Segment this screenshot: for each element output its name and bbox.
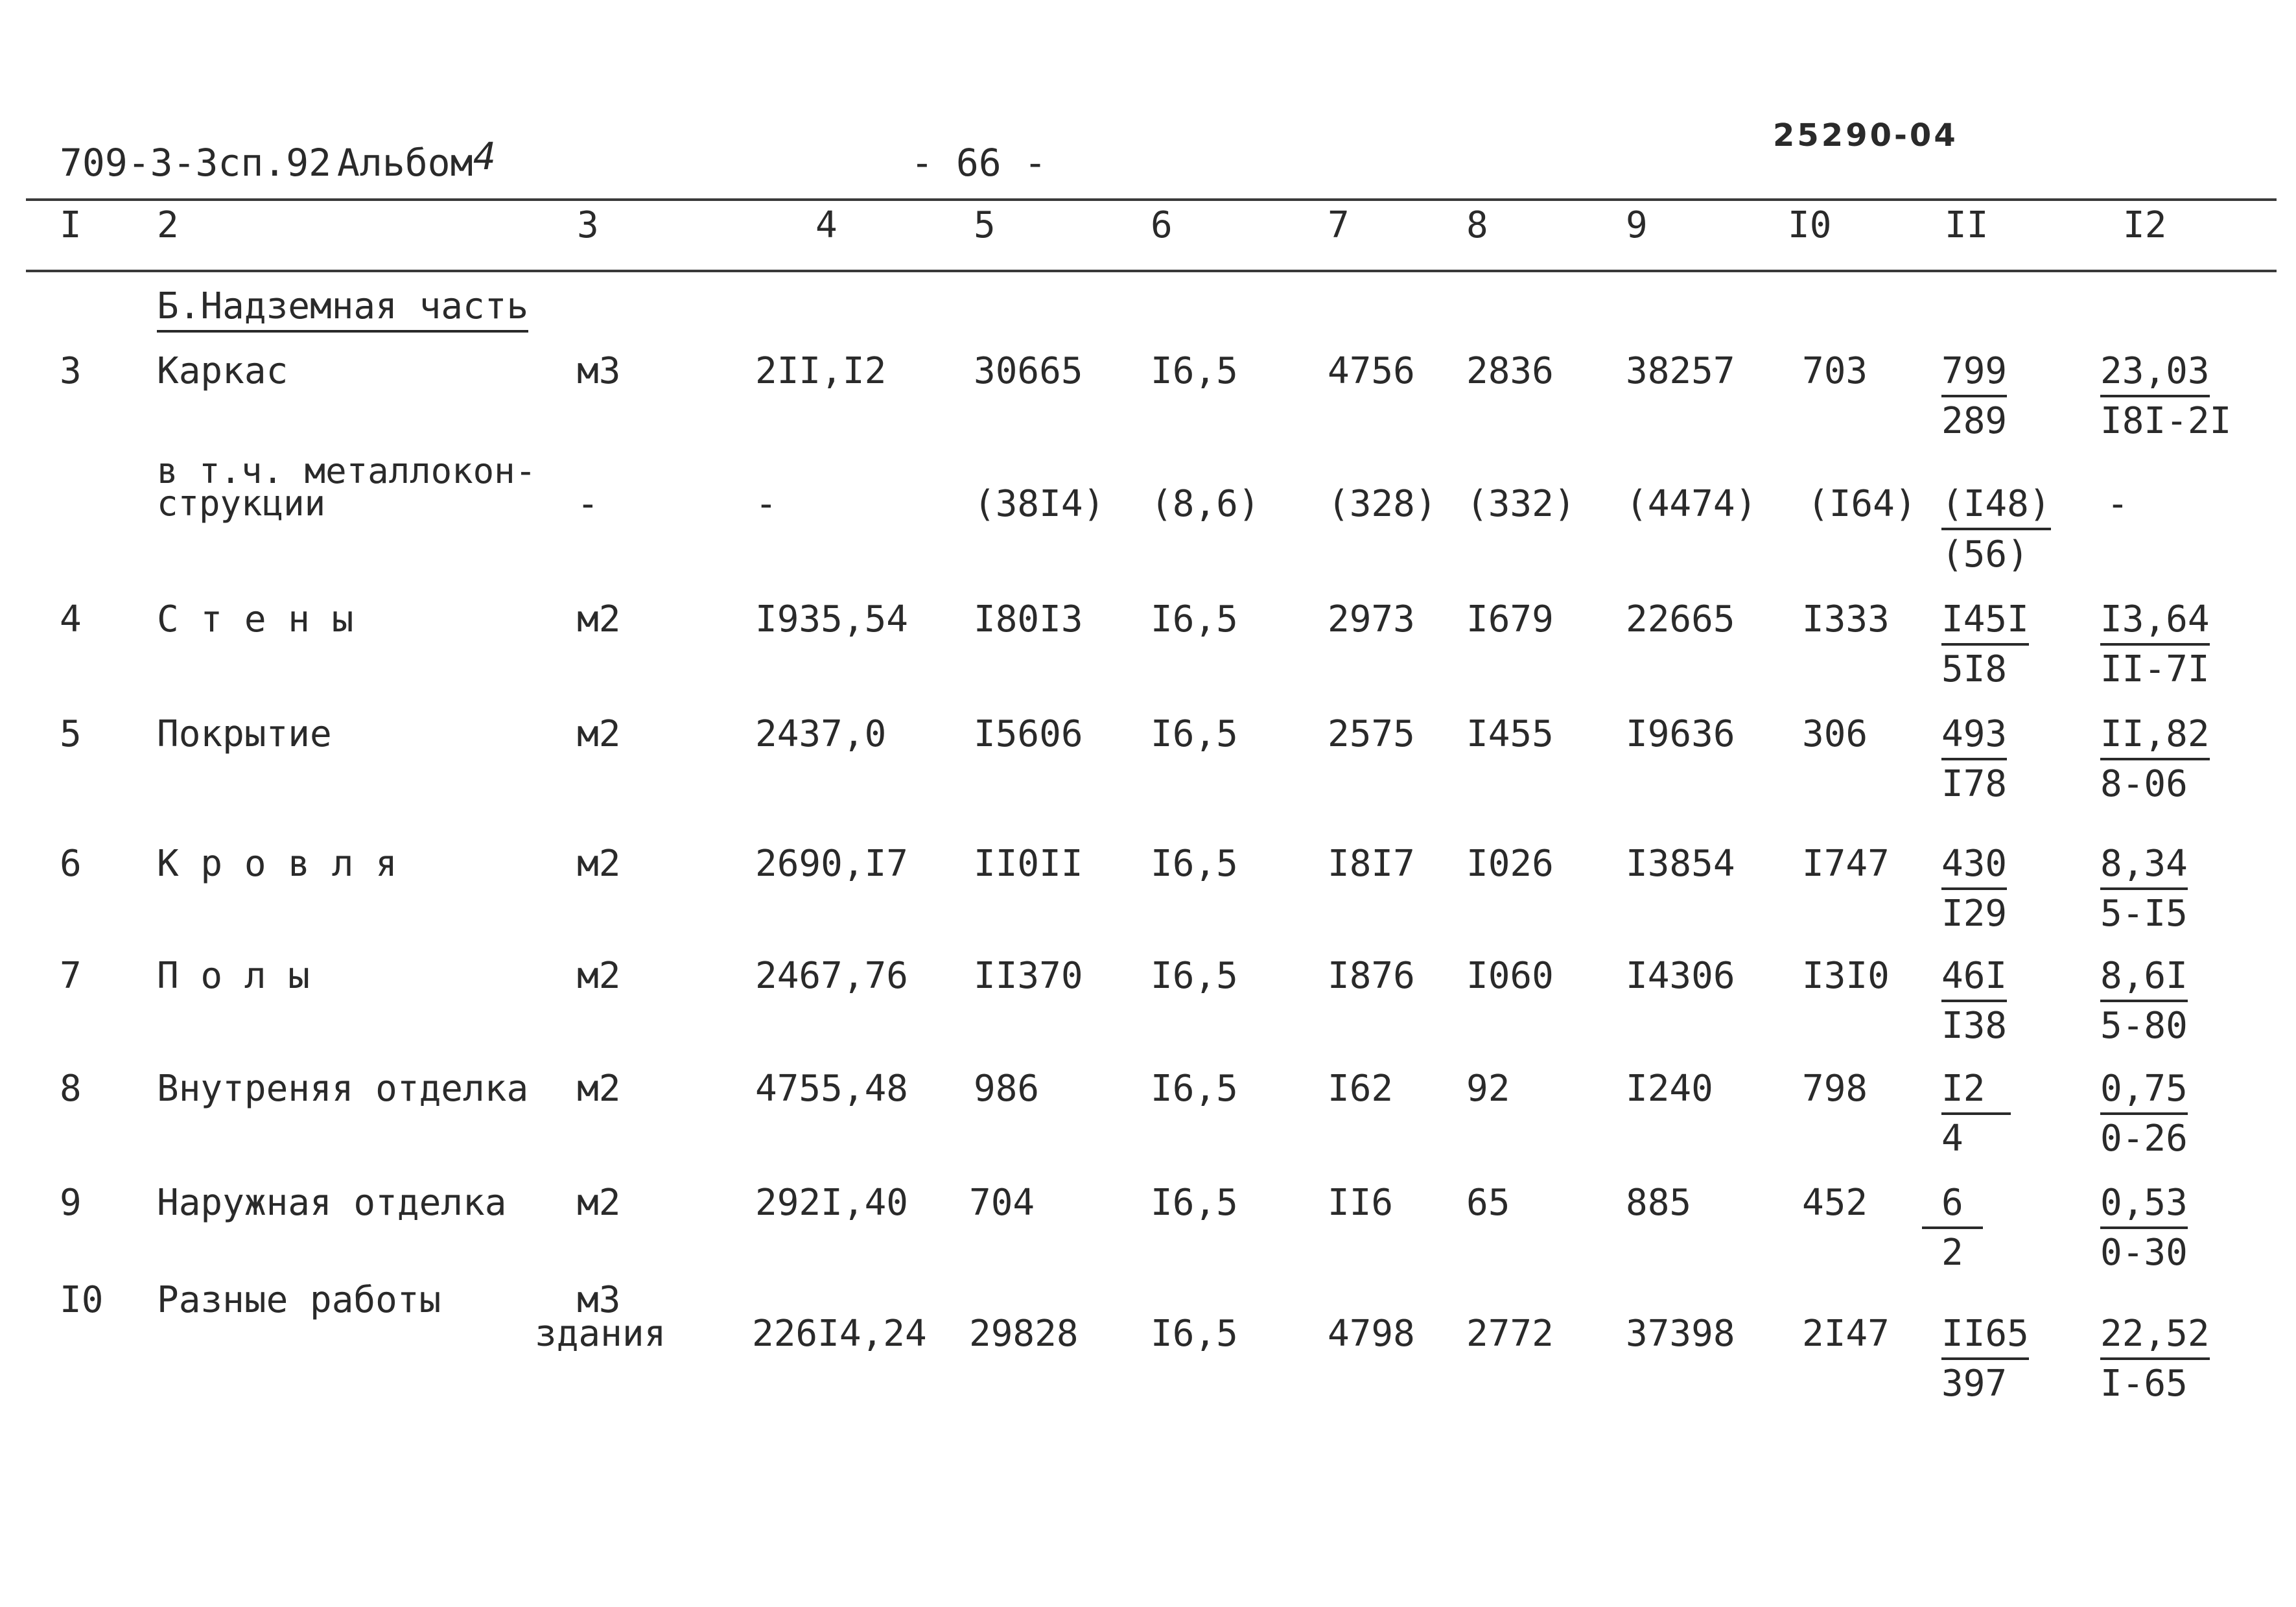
cell-col9: I240 [1626, 1068, 1713, 1110]
item-name: Наружная отделка [157, 1182, 507, 1224]
row-number: 4 [60, 598, 82, 640]
column-header: I0 [1788, 204, 1832, 246]
cell-col10: I747 [1802, 843, 1890, 885]
cell-col11-top: II65 [1941, 1316, 2029, 1352]
cell-col7: 2973 [1328, 598, 1415, 640]
cell-col5: 29828 [969, 1313, 1079, 1355]
item-name: Внутреняя отделка [157, 1068, 529, 1110]
cell-col8: I026 [1466, 843, 1554, 885]
cell-col6: I6,5 [1151, 713, 1238, 755]
cell-col12-top: I3,64 [2100, 602, 2210, 638]
column-header: 6 [1151, 204, 1173, 246]
row-number: 6 [60, 843, 82, 885]
item-name-line1: в т.ч. металлокон- [157, 451, 537, 491]
cell-col7: I876 [1328, 955, 1415, 997]
cell-col4: 292I,40 [755, 1182, 909, 1224]
unit: м2 [577, 713, 621, 755]
cell-col10: (I64) [1807, 483, 1917, 525]
cell-col10: 452 [1802, 1182, 1868, 1224]
cell-col11-top: 46I [1941, 958, 2007, 994]
cell-col6: I6,5 [1151, 1182, 1238, 1224]
column-header: I [60, 204, 82, 246]
item-name-line2: струкции [157, 483, 326, 524]
column-header: 2 [157, 204, 179, 246]
cell-col10: 306 [1802, 713, 1868, 755]
cell-col11-top: I2 [1941, 1071, 2011, 1107]
cell-col9: 885 [1626, 1182, 1692, 1224]
cell-col8: 2836 [1466, 350, 1554, 392]
cell-col12-bottom: I8I-2I [2100, 400, 2232, 442]
header-bottom-rule [26, 270, 2277, 272]
cell-col12-bottom: 0-30 [2100, 1232, 2188, 1274]
cell-col11-top: (I48) [1941, 486, 2051, 522]
cell-col8: 2772 [1466, 1313, 1554, 1355]
unit: м2 [577, 1068, 621, 1110]
cell-col8: (332) [1466, 483, 1576, 525]
cell-col6: I6,5 [1151, 1313, 1238, 1355]
cell-col5: 986 [974, 1068, 1040, 1110]
cell-col10: I3I0 [1802, 955, 1890, 997]
cell-col4: 4755,48 [755, 1068, 909, 1110]
cell-col6: I6,5 [1151, 955, 1238, 997]
cell-col5: 704 [969, 1182, 1035, 1224]
cell-col5: II370 [974, 955, 1083, 997]
cell-col7: 2575 [1328, 713, 1415, 755]
item-name: Разные работы [157, 1279, 441, 1321]
cell-col9: 22665 [1626, 598, 1735, 640]
cell-col9: 38257 [1626, 350, 1735, 392]
cell-col4: - [755, 483, 777, 525]
section-title: Б.Надземная часть [157, 288, 528, 325]
cell-col12-top: 22,52 [2100, 1316, 2210, 1352]
inventory-stamp: 25290-04 [1773, 117, 1958, 154]
cell-col12-bottom: 5-80 [2100, 1005, 2188, 1047]
item-name: С т е н ы [157, 598, 354, 640]
cell-col6: I6,5 [1151, 1068, 1238, 1110]
cell-col10: I333 [1802, 598, 1890, 640]
cell-col12-bottom: 5-I5 [2100, 893, 2188, 935]
cell-col11-bottom: I29 [1941, 893, 2008, 935]
unit: м2 [577, 955, 621, 997]
column-header: 5 [974, 204, 996, 246]
album-number: 4 [473, 134, 496, 178]
cell-col12-top: 0,75 [2100, 1071, 2188, 1107]
unit-line1: м3 [577, 1279, 621, 1321]
row-number: 8 [60, 1068, 82, 1110]
cell-col4: 2II,I2 [755, 350, 887, 392]
row-number: 3 [60, 350, 82, 392]
column-header: 9 [1626, 204, 1648, 246]
cell-col7: I8I7 [1328, 843, 1415, 885]
cell-col9: 37398 [1626, 1313, 1735, 1355]
cell-col5: I80I3 [974, 598, 1083, 640]
cell-col11-bottom: 5I8 [1941, 648, 2008, 690]
cell-col12-bottom: II-7I [2100, 648, 2210, 690]
unit-line2: здания [535, 1313, 666, 1355]
cell-col5: I5606 [974, 713, 1083, 755]
item-name: П о л ы [157, 955, 310, 997]
cell-col7: 4756 [1328, 350, 1415, 392]
cell-col11-top: 493 [1941, 716, 2007, 753]
column-header: 7 [1328, 204, 1350, 246]
cell-col4: I935,54 [755, 598, 909, 640]
unit: - [577, 483, 599, 525]
unit: м2 [577, 1182, 621, 1224]
album-label: Альбом [337, 141, 473, 185]
item-name: Каркас [157, 350, 288, 392]
cell-col5: (38I4) [974, 483, 1105, 525]
cell-col12-bottom: 8-06 [2100, 763, 2188, 805]
cell-col8: 92 [1466, 1068, 1510, 1110]
cell-col9: I9636 [1626, 713, 1735, 755]
cell-col10: 703 [1802, 350, 1868, 392]
document-code: 709-3-3сп.92 [60, 141, 332, 185]
column-header: 4 [815, 204, 838, 246]
row-number: I0 [60, 1279, 104, 1321]
cell-col12-bottom: 0-26 [2100, 1118, 2188, 1160]
cell-col8: 65 [1466, 1182, 1510, 1224]
cell-col12-top: 23,03 [2100, 353, 2210, 390]
cell-col11-top: I45I [1941, 602, 2029, 638]
cell-col12-top: 0,53 [2100, 1185, 2188, 1221]
cell-col6: (8,6) [1151, 483, 1260, 525]
cell-col6: I6,5 [1151, 843, 1238, 885]
cell-col5: II0II [974, 843, 1083, 885]
item-name: Покрытие [157, 713, 332, 755]
cell-col12-bottom: I-65 [2100, 1363, 2188, 1405]
cell-col11-bottom: 4 [1941, 1118, 1963, 1160]
cell-col9: I4306 [1626, 955, 1735, 997]
cell-col8: I455 [1466, 713, 1554, 755]
cell-col11-top: 6 [1922, 1185, 1983, 1221]
cell-col12-top: 8,6I [2100, 958, 2188, 994]
page-number: - 66 - [911, 141, 1047, 185]
cell-col10: 2I47 [1802, 1313, 1890, 1355]
cell-col12-top: II,82 [2100, 716, 2210, 753]
cell-col7: (328) [1328, 483, 1437, 525]
column-header: II [1945, 204, 1989, 246]
cell-col11-bottom: 289 [1941, 400, 2008, 442]
cell-col6: I6,5 [1151, 598, 1238, 640]
cell-col7: 4798 [1328, 1313, 1415, 1355]
cell-col11-bottom: (56) [1941, 534, 2029, 576]
row-number: 7 [60, 955, 82, 997]
cell-col12-top: 8,34 [2100, 846, 2188, 882]
cell-col7: II6 [1328, 1182, 1394, 1224]
column-header: 8 [1466, 204, 1488, 246]
cell-col8: I060 [1466, 955, 1554, 997]
cell-col4: 2690,I7 [755, 843, 909, 885]
header-top-rule [26, 198, 2277, 201]
cell-col11-bottom: I78 [1941, 763, 2008, 805]
cell-col9: I3854 [1626, 843, 1735, 885]
cell-col4: 2467,76 [755, 955, 909, 997]
cell-col4: 2437,0 [755, 713, 887, 755]
cell-col11-bottom: I38 [1941, 1005, 2008, 1047]
cell-col10: 798 [1802, 1068, 1868, 1110]
cell-col11-top: 799 [1941, 353, 2007, 390]
cell-col12-top: - [2107, 483, 2129, 525]
unit: м2 [577, 598, 621, 640]
row-number: 5 [60, 713, 82, 755]
column-header: 3 [577, 204, 599, 246]
cell-col11-bottom: 2 [1941, 1232, 1963, 1274]
cell-col4: 226I4,24 [752, 1313, 927, 1355]
cell-col7: I62 [1328, 1068, 1394, 1110]
cell-col11-bottom: 397 [1941, 1363, 2008, 1405]
cell-col8: I679 [1466, 598, 1554, 640]
cell-col5: 30665 [974, 350, 1083, 392]
row-number: 9 [60, 1182, 82, 1224]
column-header: I2 [2123, 204, 2167, 246]
unit: м3 [577, 350, 621, 392]
cell-col11-top: 430 [1941, 846, 2007, 882]
unit: м2 [577, 843, 621, 885]
item-name: К р о в л я [157, 843, 397, 885]
cell-col6: I6,5 [1151, 350, 1238, 392]
cell-col9: (4474) [1626, 483, 1757, 525]
